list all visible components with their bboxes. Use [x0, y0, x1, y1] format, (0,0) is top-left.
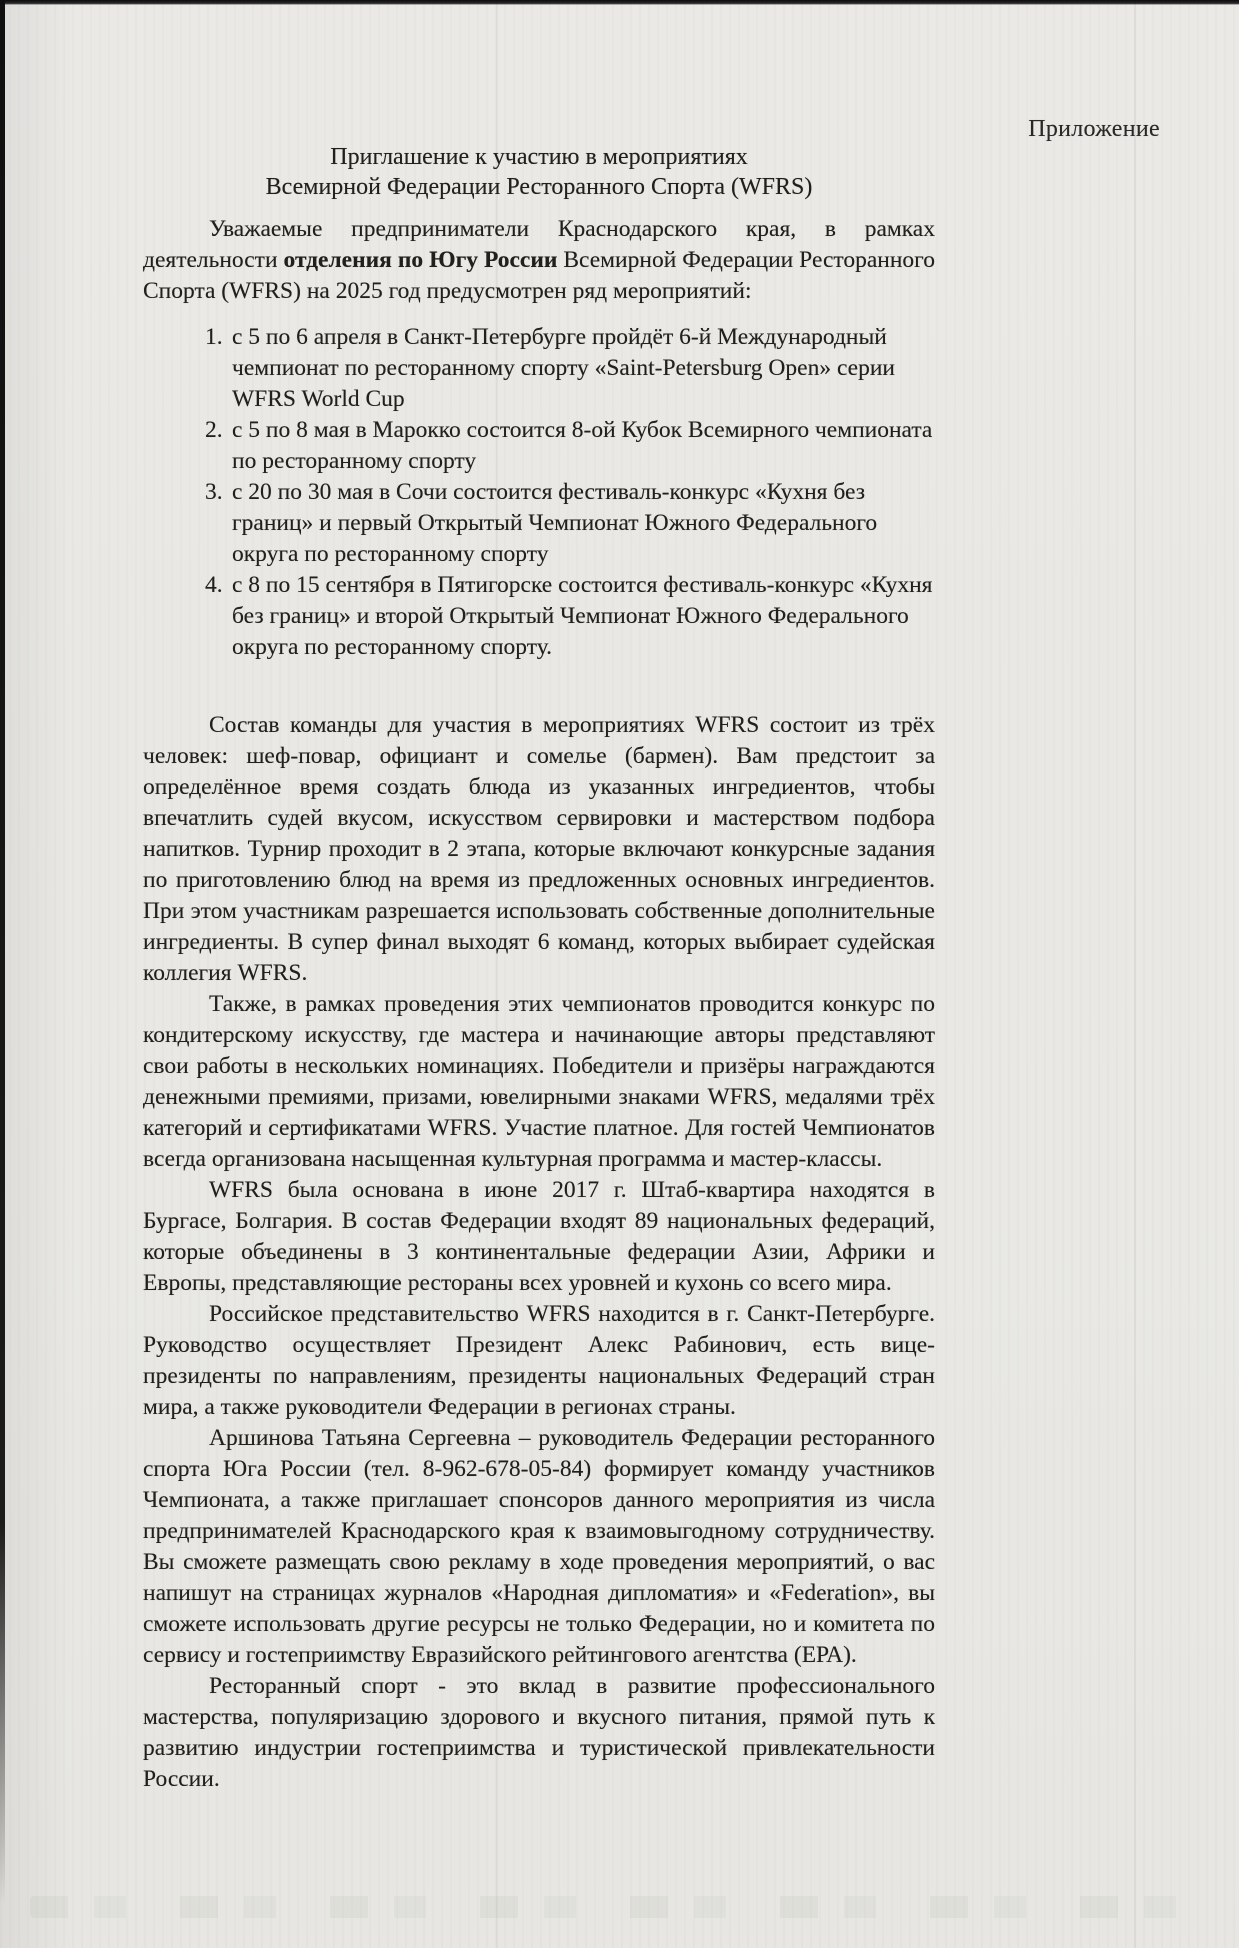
paragraph-russian-office: Российское представительство WFRS находится в г. Санкт-Петербурге. Руководство осуществляет Президент Алекс Рабинович, есть вице-президенты по направлениям, президенты национальных Федераций стран мира, а также руководители Федерации в регионах страны. — [143, 1301, 935, 1420]
intro-text-start: Уважаемые предприниматели Краснодарского края, в рамках деятельности — [143, 216, 935, 273]
event-number: 1. — [205, 324, 223, 350]
paragraph-team-composition: Состав команды для участия в мероприятиях WFRS состоит из трёх человек: шеф-повар, официант и сомелье (бармен). Вам предстоит за определённое время создать блюда из указанных ингредиентов, чтобы впечатлить судей вкусом, искусством сервировки и мастерством подбора напитков. Турнир проходит в 2 этапа, которые включают конкурсные задания по приготовлению блюд на время из предложенных основных ингредиентов. При этом участникам разрешается использовать собственные дополнительные ингредиенты. В супер финал выходят 6 команд, которых выбирает судейская коллегия WFRS. — [143, 712, 935, 986]
document-body — [143, 142, 935, 1795]
event-text: с 20 по 30 мая в Сочи состоится фестиваль-конкурс «Кухня без границ» и первый Открытый Чемпионат Южного Федерального округа по ресторанному спорту — [232, 479, 878, 567]
paragraph-confectionery-contest: Также, в рамках проведения этих чемпионатов проводится конкурс по кондитерскому искусству, где мастера и начинающие авторы представляют свои работы в нескольких номинациях. Победители и призёры награждаются денежными премиями, призами, ювелирными знаками WFRS, медалями трёх категорий и сертификатами WFRS. Участие платное. Для гостей Чемпионатов всегда организована насыщенная культурная программа и мастер-классы. — [143, 991, 935, 1172]
event-item-3 — [143, 477, 935, 570]
scan-edge-top — [0, 0, 1239, 5]
document-title-line2: Всемирной Федерации Ресторанного Спорта (WFRS) — [265, 174, 813, 200]
event-number: 3. — [205, 479, 223, 505]
event-item-2 — [143, 415, 935, 477]
body-paragraphs — [143, 710, 935, 1795]
paragraph-contact-arshinova: Аршинова Татьяна Сергеевна – руководитель Федерации ресторанного спорта Юга России (тел. 8-962-678-05-84) формирует команду участников Чемпионата, а также приглашает спонсоров данного мероприятия из числа предпринимателей Краснодарского края к взаимовыгодному сотрудничеству. Вы сможете размещать свою рекламу в ходе проведения мероприятий, о вас напишут на страницах журналов «Народная дипломатия» и «Federation», вы сможете использовать другие ресурсы не только Федерации, но и комитета по сервису и гостеприимству Евразийского рейтингового агентства (ЕРА). — [143, 1425, 935, 1668]
event-text: с 8 по 15 сентября в Пятигорске состоится фестиваль-конкурс «Кухня без границ» и второй Открытый Чемпионат Южного Федерального округа по ресторанному спорту. — [232, 572, 933, 660]
appendix-label: Приложение — [1028, 116, 1160, 142]
intro-text-bold: отделения по Югу России — [283, 247, 558, 273]
event-item-1 — [143, 322, 935, 415]
scanner-streak — [1134, 0, 1136, 1948]
event-item-4 — [143, 570, 935, 663]
event-list — [143, 322, 935, 663]
event-text: с 5 по 6 апреля в Санкт-Петербурге пройдёт 6-й Международный чемпионат по ресторанному спорту «Saint-Petersburg Open» серии WFRS World Cup — [232, 324, 896, 412]
event-number: 2. — [205, 417, 223, 443]
event-number: 4. — [205, 572, 223, 598]
paragraph-closing: Ресторанный спорт - это вклад в развитие профессионального мастерства, популяризацию здорового и вкусного питания, прямой путь к развитию индустрии гостеприимства и туристической привлекательности России. — [143, 1673, 935, 1792]
scan-edge-left — [0, 0, 5, 1905]
document-title-line1: Приглашение к участию в мероприятиях — [330, 144, 748, 170]
event-text: с 5 по 8 мая в Марокко состоится 8-ой Кубок Всемирного чемпионата по ресторанному спорту — [232, 417, 933, 474]
paragraph-wfrs-history: WFRS была основана в июне 2017 г. Штаб-квартира находятся в Бургасе, Болгария. В состав Федерации входят 89 национальных федераций, которые объединены в 3 континентальные федерации Азии, Африки и Европы, представляющие рестораны всех уровней и кухонь со всего мира. — [143, 1177, 935, 1296]
intro-paragraph — [143, 214, 935, 307]
intro-text-end: Всемирной Федерации Ресторанного Спорта (WFRS) на 2025 год предусмотрен ряд мероприятий: — [143, 247, 935, 304]
document-title — [143, 142, 935, 202]
scan-bottom-smudges — [30, 1896, 1200, 1918]
